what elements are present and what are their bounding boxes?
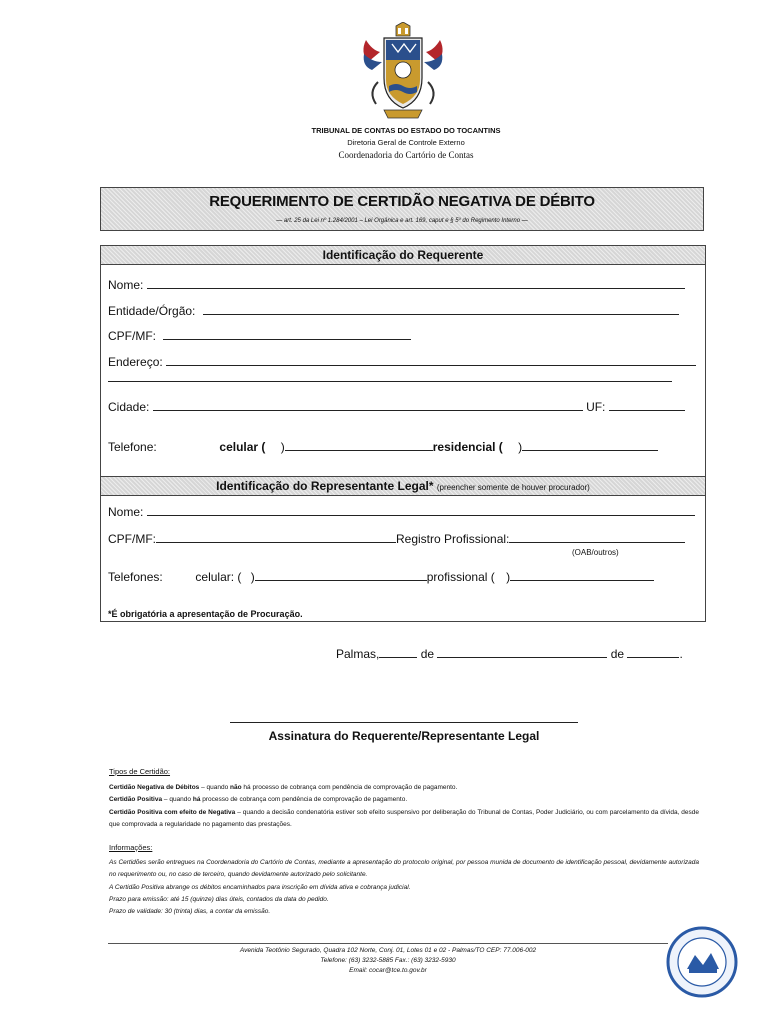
footer-email: Email: cocar@tce.to.gov.br bbox=[349, 967, 427, 974]
requester-address-label: Endereço: bbox=[108, 355, 163, 369]
information-line-3: Prazo para emissão: até 15 (quinze) dias úteis, contados da data do pedido. bbox=[109, 895, 329, 903]
representative-cpf-label: CPF/MF: bbox=[108, 532, 156, 546]
date-day-field[interactable] bbox=[379, 646, 417, 658]
date-city: Palmas, bbox=[336, 647, 380, 661]
positive-negative-certificate-item bbox=[109, 807, 699, 831]
representative-phones-row bbox=[108, 569, 654, 584]
requester-name-field[interactable] bbox=[147, 277, 685, 289]
representative-professional-close: ) bbox=[506, 570, 511, 584]
requester-address-line-2[interactable] bbox=[108, 380, 672, 382]
requester-address-row bbox=[108, 354, 696, 369]
representative-name-label: Nome: bbox=[108, 505, 144, 519]
requester-mobile-field[interactable] bbox=[285, 439, 433, 451]
representative-registry-field[interactable] bbox=[509, 531, 685, 543]
requester-city-field[interactable] bbox=[153, 399, 583, 411]
negative-certificate-nao: não bbox=[230, 784, 242, 792]
representative-cpf-field[interactable] bbox=[156, 531, 396, 543]
requester-city-row bbox=[108, 399, 685, 414]
power-of-attorney-note: *É obrigatória a apresentação de Procuração. bbox=[108, 609, 303, 619]
representative-name-row bbox=[108, 504, 695, 519]
requester-section-title: Identificação do Requerente bbox=[322, 248, 484, 262]
information-block bbox=[109, 842, 699, 918]
date-year-field[interactable] bbox=[627, 646, 679, 658]
requester-entity-row bbox=[108, 303, 679, 318]
representative-section-header bbox=[101, 476, 705, 496]
representative-phones-label: Telefones: bbox=[108, 570, 163, 584]
requester-entity-field[interactable] bbox=[203, 303, 679, 315]
positive-certificate-text-2: processo de cobrança com pendência de comprovação de pagamento. bbox=[200, 796, 408, 804]
document-title-box bbox=[100, 187, 704, 231]
date-de-2: de bbox=[610, 647, 625, 661]
requester-section-header bbox=[101, 246, 705, 265]
requester-mobile-close: ) bbox=[280, 440, 285, 454]
representative-section-note: (preencher somente de houver procurador) bbox=[436, 483, 590, 492]
document-title: REQUERIMENTO DE CERTIDÃO NEGATIVA DE DÉBITO bbox=[209, 193, 595, 210]
representative-mobile-label: celular: ( bbox=[195, 570, 242, 584]
requester-cpf-row bbox=[108, 328, 411, 343]
negative-certificate-item bbox=[109, 782, 699, 794]
footer-address: Avenida Teotônio Segurado, Quadra 102 Norte, Conj. 01, Lotes 01 e 02 - Palmas/TO CEP: 77.006-002 bbox=[239, 947, 537, 954]
date-de-1: de bbox=[420, 647, 435, 661]
positive-certificate-term: Certidão Positiva bbox=[109, 796, 163, 804]
requester-address-field[interactable] bbox=[166, 354, 696, 366]
certificate-types-block bbox=[109, 766, 699, 831]
representative-name-field[interactable] bbox=[147, 504, 695, 516]
requester-city-label: Cidade: bbox=[108, 400, 150, 414]
representative-mobile-field[interactable] bbox=[255, 569, 427, 581]
signature-label: Assinatura do Requerente/Representante Legal bbox=[268, 729, 540, 743]
information-line-4: Prazo de validade: 30 (trinta) dias, a contar da emissão. bbox=[109, 908, 271, 916]
requester-residential-close: ) bbox=[518, 440, 523, 454]
requester-phone-row bbox=[108, 439, 658, 454]
requester-name-label: Nome: bbox=[108, 278, 144, 292]
footer-phones: Telefone: (63) 3232-5885 Fax.: (63) 3232-5930 bbox=[320, 957, 456, 964]
positive-certificate-item bbox=[109, 794, 699, 806]
institution-name: TRIBUNAL DE CONTAS DO ESTADO DO TOCANTINS bbox=[311, 126, 501, 135]
date-month-field[interactable] bbox=[437, 646, 607, 658]
signature-line[interactable] bbox=[230, 722, 578, 723]
negative-certificate-text-1: – quando bbox=[199, 784, 231, 792]
representative-professional-label: profissional ( bbox=[426, 570, 495, 584]
request-form bbox=[100, 245, 706, 622]
representative-registry-label: Registro Profissional: bbox=[396, 532, 510, 546]
negative-certificate-term: Certidão Negativa de Débitos bbox=[109, 784, 200, 792]
requester-cpf-field[interactable] bbox=[163, 328, 411, 340]
requester-cpf-label: CPF/MF: bbox=[108, 329, 156, 343]
document-legal-basis: — art. 25 da Lei nº 1.284/2001 – Lei Orgânica e art. 169, caput e § 5º do Regimento Interno — bbox=[276, 218, 528, 224]
requester-uf-field[interactable] bbox=[609, 399, 685, 411]
requester-phone-label: Telefone: bbox=[108, 440, 157, 454]
directorate-name: Diretoria Geral de Controle Externo bbox=[347, 138, 465, 147]
requester-entity-label: Entidade/Órgão: bbox=[108, 304, 196, 318]
coat-of-arms-logo bbox=[358, 22, 448, 122]
representative-cpf-row bbox=[108, 531, 685, 546]
negative-certificate-text-2: há processo de cobrança com pendência de comprovação de pagamento. bbox=[241, 784, 458, 792]
representative-mobile-close: ) bbox=[250, 570, 255, 584]
requester-mobile-label: celular ( bbox=[219, 440, 266, 454]
positive-certificate-ha: há bbox=[192, 796, 201, 804]
coordination-name: Coordenadoria do Cartório de Contas bbox=[338, 150, 474, 160]
requester-name-row bbox=[108, 277, 685, 292]
date-line bbox=[336, 646, 683, 661]
representative-section-title: Identificação do Representante Legal* bbox=[216, 479, 434, 493]
requester-uf-label: UF: bbox=[586, 400, 606, 414]
positive-negative-certificate-text: – quando a decisão condenatória estiver sob efeito suspensivo por deliberação do Tribunal de Contas, Poder Judiciário, ou com parcelamento da dívida, desde que comprovada a regularidade no pagamento das prestações. bbox=[109, 808, 699, 828]
information-title: Informações: bbox=[109, 843, 153, 852]
quality-seal-stamp bbox=[665, 925, 739, 999]
positive-certificate-text-1: – quando bbox=[162, 796, 193, 804]
positive-negative-certificate-term: Certidão Positiva com efeito de Negativa bbox=[109, 808, 236, 816]
certificate-types-title: Tipos de Certidão: bbox=[109, 767, 171, 776]
representative-professional-field[interactable] bbox=[510, 569, 654, 581]
information-line-1: As Certidões serão entregues na Coordenadoria do Cartório de Contas, mediante a apresentação do protocolo original, por pessoa munida de documento de identificação pessoal, devidamente autorizada no requerimento ou, no caso de terceiro, quando devidamente autorizado pelo solicitante. bbox=[109, 859, 699, 879]
requester-residential-field[interactable] bbox=[522, 439, 658, 451]
representative-registry-hint: (OAB/outros) bbox=[572, 548, 619, 557]
footer-divider bbox=[108, 943, 668, 944]
requester-residential-label: residencial ( bbox=[432, 440, 503, 454]
date-end: . bbox=[679, 647, 683, 661]
information-line-2: A Certidão Positiva abrange os débitos encaminhados para inscrição em dívida ativa e cobrança judicial. bbox=[109, 883, 411, 891]
